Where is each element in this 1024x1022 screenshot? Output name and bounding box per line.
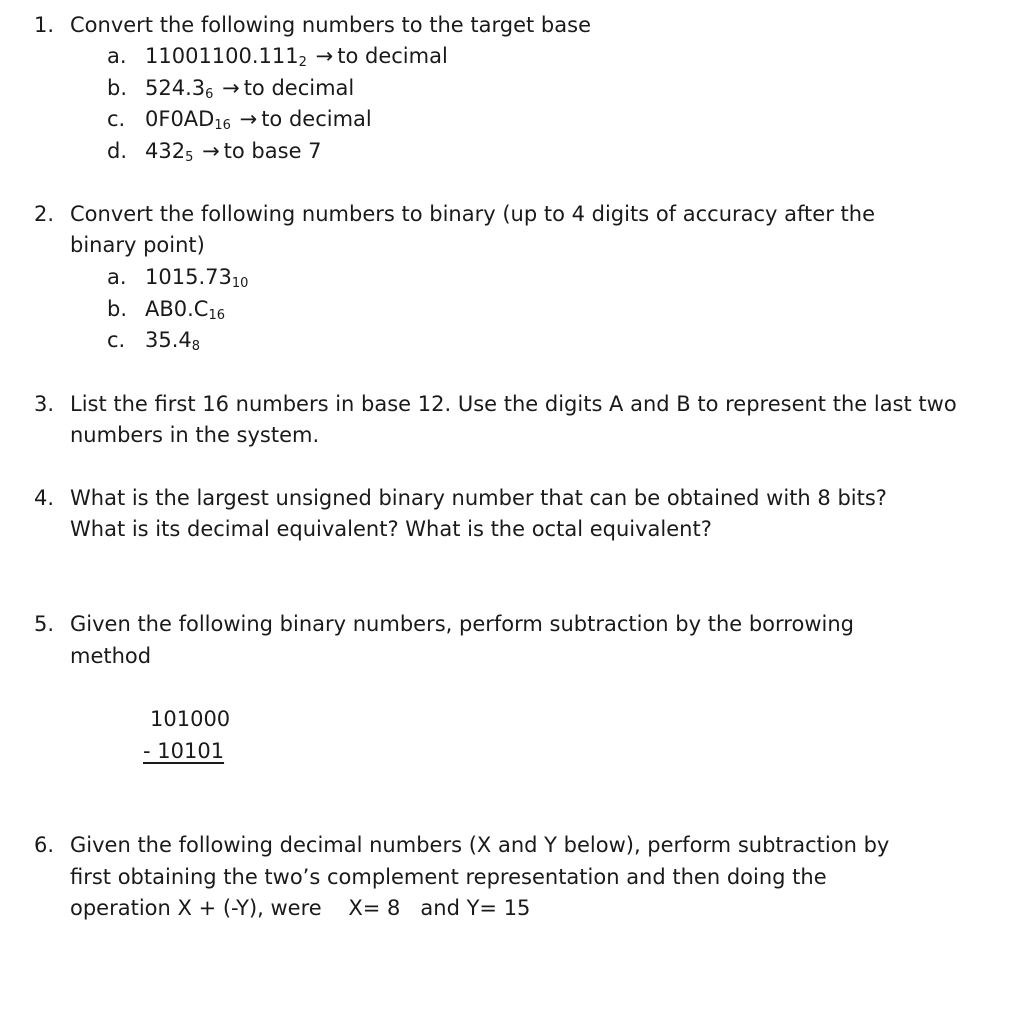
question-4-text-line-1: What is the largest unsigned binary number that can be obtained with 8 bits? bbox=[70, 486, 887, 510]
base-subscript: 2 bbox=[298, 55, 307, 70]
item-label: c. bbox=[107, 107, 126, 131]
question-4-text-line-2: What is its decimal equivalent? What is the octal equivalent? bbox=[70, 517, 712, 541]
subtraction-minuend: 101000 bbox=[150, 707, 231, 731]
item-value: $432_5$ → to base 7 bbox=[145, 139, 322, 165]
question-4-number: 4. bbox=[34, 486, 55, 510]
item-label: b. bbox=[107, 297, 128, 321]
question-6-text-line-2: first obtaining the two’s complement representation and then doing the bbox=[70, 865, 827, 889]
item-value: $1015.73_{10}$ bbox=[145, 265, 249, 291]
question-2-text-line-1: Convert the following numbers to binary (up to 4 digits of accuracy after the bbox=[70, 202, 875, 226]
base-subscript: 6 bbox=[205, 87, 214, 102]
item-value: $AB0.C_{16}$ bbox=[145, 297, 226, 323]
question-6-text-line-1: Given the following decimal numbers (X and Y below), perform subtraction by bbox=[70, 833, 890, 857]
question-6-number: 6. bbox=[34, 833, 55, 857]
item-label: a. bbox=[107, 44, 127, 68]
item-value: $0F0AD_{16}$ → to decimal bbox=[145, 107, 372, 133]
item-label: a. bbox=[107, 265, 127, 289]
item-label: b. bbox=[107, 76, 128, 100]
question-3-number: 3. bbox=[34, 392, 55, 416]
base-subscript: 16 bbox=[214, 118, 231, 133]
base-subscript: 16 bbox=[208, 308, 226, 323]
question-1-number: 1. bbox=[34, 13, 55, 37]
question-5-text-line-2: method bbox=[70, 644, 152, 668]
arrow-right-icon: → bbox=[315, 44, 334, 68]
subtraction-subtrahend: - 10101 bbox=[143, 739, 225, 763]
question-2-number: 2. bbox=[34, 202, 55, 226]
item-label: c. bbox=[107, 328, 126, 352]
arrow-right-icon: → bbox=[239, 107, 258, 131]
item-value: $11001100.111_2$ → to decimal bbox=[145, 44, 448, 70]
arrow-right-icon: → bbox=[202, 139, 220, 163]
question-6-text-line-3: operation X + (-Y), were X= 8 and Y= 15 bbox=[70, 896, 531, 920]
item-value: $35.4_8$ bbox=[145, 328, 201, 354]
base-subscript: 8 bbox=[191, 339, 201, 354]
question-1-text: Convert the following numbers to the target base bbox=[70, 13, 591, 37]
arrow-right-icon: → bbox=[222, 76, 240, 100]
base-subscript: 5 bbox=[185, 150, 194, 165]
question-3-text-line-2: numbers in the system. bbox=[70, 423, 320, 447]
question-5-text-line-1: Given the following binary numbers, perform subtraction by the borrowing bbox=[70, 612, 854, 636]
question-2-text-line-2: binary point) bbox=[70, 233, 205, 257]
question-3-text-line-1: List the first 16 numbers in base 12. Use the digits A and B to represent the last two bbox=[70, 392, 957, 416]
item-label: d. bbox=[107, 139, 128, 163]
question-5-number: 5. bbox=[34, 612, 55, 636]
base-subscript: 10 bbox=[231, 276, 249, 291]
item-value: $524.3_6$ → to decimal bbox=[145, 76, 355, 102]
